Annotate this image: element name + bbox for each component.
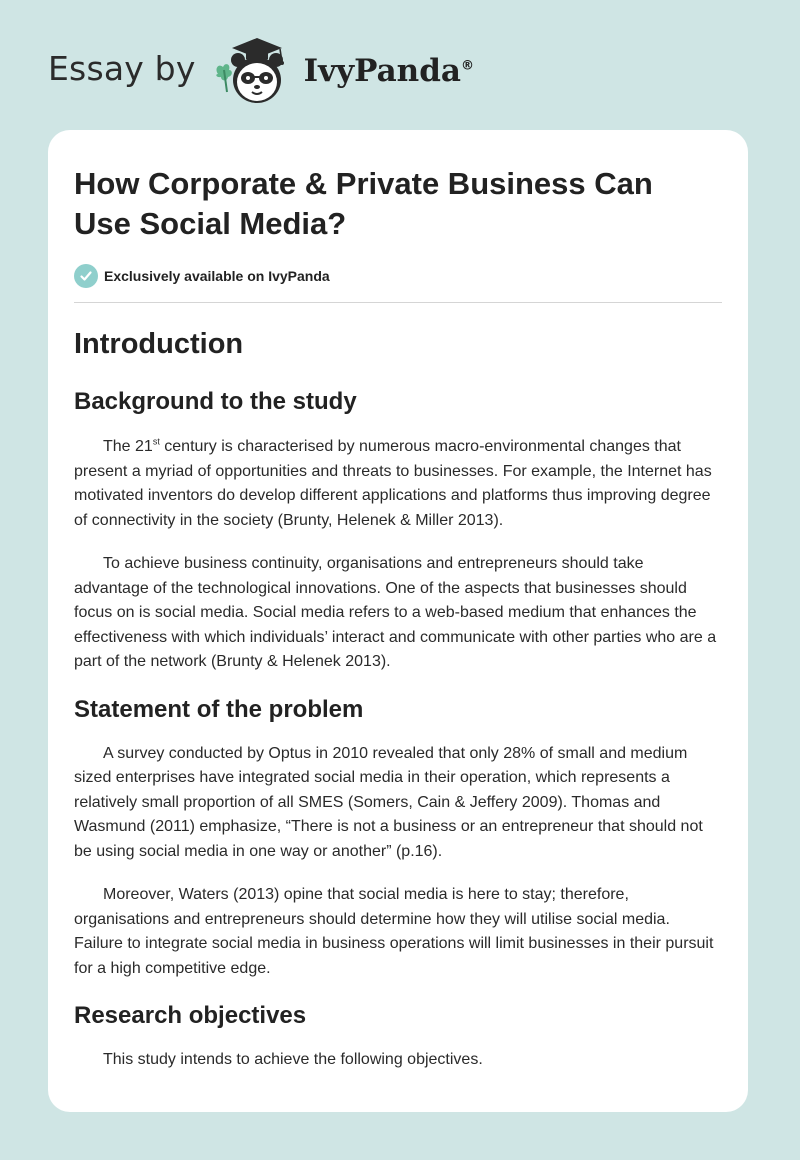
paragraph-problem-2: Moreover, Waters (2013) opine that social media is here to stay; therefore, organisations and entrepreneurs should determine how they will utilise social media. Failure to integrate social media in business operations will limit businesses in their pursuit for a high competitive edge.	[74, 886, 714, 977]
paragraph-problem-1: A survey conducted by Optus in 2010 revealed that only 28% of small and medium sized enterprises have integrated social media in their operation, which represents a relatively small proportion of all SMES (Somers, Cain & Jeffery 2009). Thomas and Wasmund (2011) emphasize, “There is not a business or an entrepreneur that should not be using social media in one way or another” (p.16).	[74, 744, 703, 860]
paragraph-background-2: To achieve business continuity, organisations and entrepreneurs should take advantage of the technological innovations. One of the aspects that businesses should focus on is social media. Social media refers to a web-based medium that enhances the effectiveness with which individuals’ interact and communicate with other parties who are a part of the network (Brunty & Helenek 2013).	[74, 555, 717, 670]
intro-heading: Introduction	[74, 328, 244, 360]
divider	[74, 302, 722, 303]
panda-mascot-icon	[210, 30, 298, 110]
article-card	[48, 130, 748, 1112]
exclusive-badge	[74, 264, 722, 288]
section-heading-background: Background to the study	[74, 388, 357, 415]
section-heading-objectives: Research objectives	[74, 1002, 307, 1029]
section-heading-problem: Statement of the problem	[74, 695, 364, 723]
brand-prefix: Essay by	[48, 48, 196, 88]
paragraph-objectives-1: This study intends to achieve the following objectives.	[103, 1051, 483, 1068]
check-circle-icon	[74, 264, 98, 288]
brand-header[interactable]	[48, 30, 474, 110]
brand-name: IvyPanda®	[303, 53, 474, 89]
paragraph-background-1: The 21st century is characterised by numerous macro-environmental changes that present a myriad of opportunities and threats to businesses. For example, the Internet has motivated inventors do develop different applications and platforms thus improving degree of connectivity in the society (Brunty, Helenek & Miller 2013).	[74, 436, 712, 529]
exclusive-label: Exclusively available on IvyPanda	[104, 268, 330, 284]
article-title: How Corporate & Private Business Can Use Social Media?	[74, 166, 653, 241]
